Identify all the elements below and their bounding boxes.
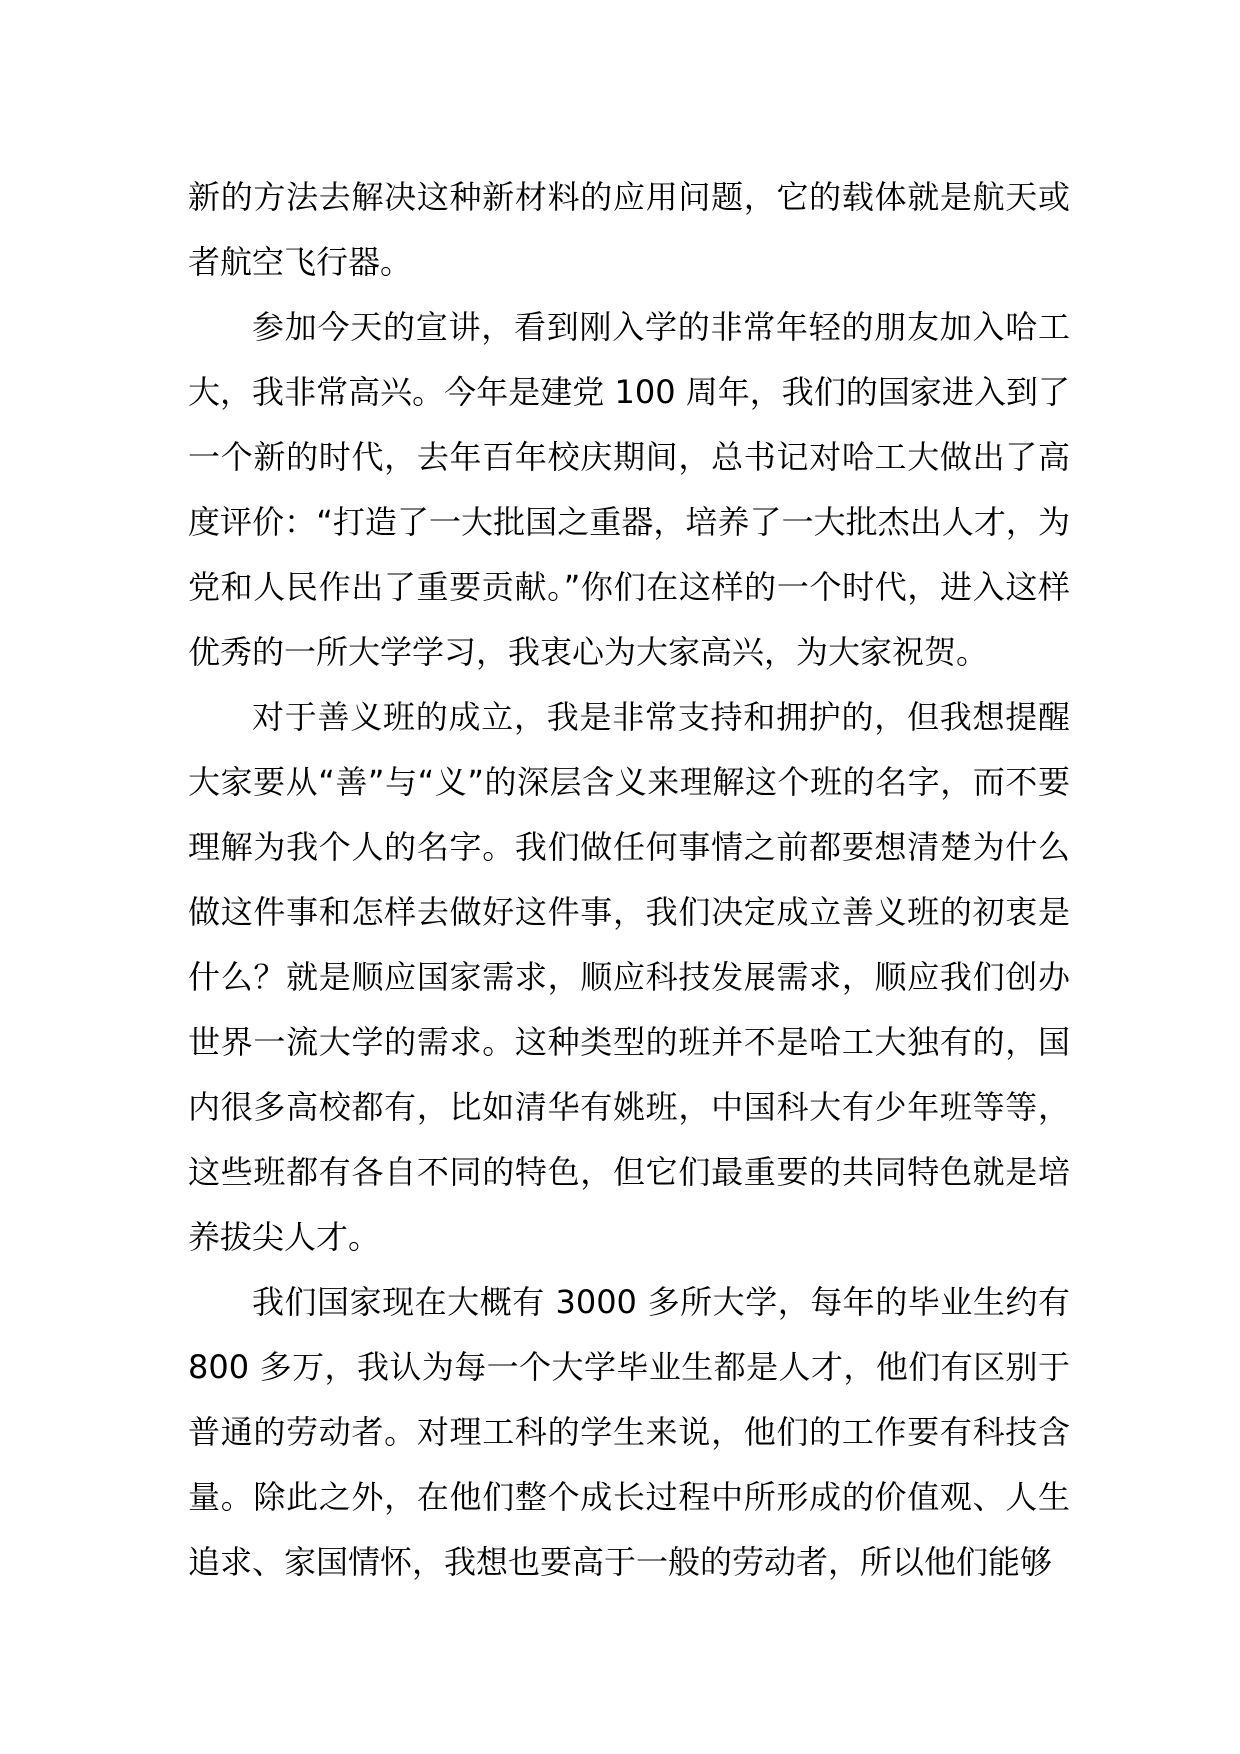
document-body <box>188 165 1070 1595</box>
paragraph-graduates: 我们国家现在大概有 3000 多所大学，每年的毕业生约有 800 多万，我认为每一个大学毕业生都是人才，他们有区别于普通的劳动者。对理工科的学生来说，他们的工作要有科技含量。除此之外，在他们整个成长过程中所形成的价值观、人生追求、家国情怀，我想也要高于一般的劳动者，所以他们能够 <box>188 1283 1070 1581</box>
paragraph-continuation: 新的方法去解决这种新材料的应用问题，它的载体就是航天或者航空飞行器。 <box>188 178 1070 281</box>
paragraph-shanyi-class: 对于善义班的成立，我是非常支持和拥护的，但我想提醒大家要从“善”与“义”的深层含义来理解这个班的名字，而不要理解为我个人的名字。我们做任何事情之前都要想清楚为什么做这件事和怎样去做好这件事，我们决定成立善义班的初衷是什么？就是顺应国家需求，顺应科技发展需求，顺应我们创办世界一流大学的需求。这种类型的班并不是哈工大独有的，国内很多高校都有，比如清华有姚班，中国科大有少年班等等，这些班都有各自不同的特色，但它们最重要的共同特色就是培养拔尖人才。 <box>188 698 1070 1256</box>
paragraph-lecture-greeting: 参加今天的宣讲，看到刚入学的非常年轻的朋友加入哈工大，我非常高兴。今年是建党 100 周年，我们的国家进入到了一个新的时代，去年百年校庆期间，总书记对哈工大做出了高度评价：“打造了一大批国之重器，培养了一大批杰出人才，为党和人民作出了重要贡献。”你们在这样的一个时代，进入这样优秀的一所大学学习，我衷心为大家高兴，为大家祝贺。 <box>188 308 1070 671</box>
